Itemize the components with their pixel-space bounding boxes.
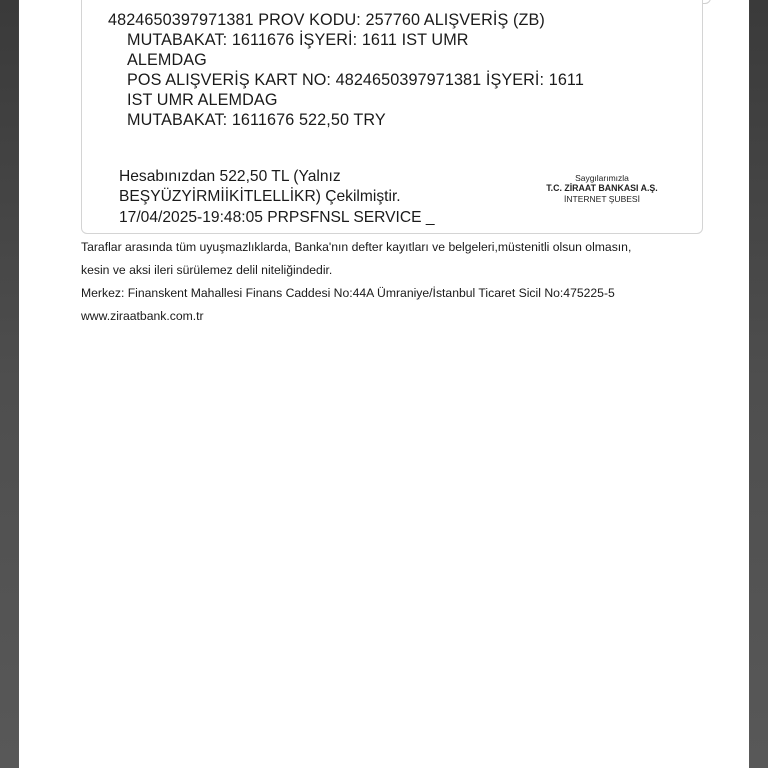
receipt-paper (19, 0, 749, 768)
transaction-line: MUTABAKAT: 1611676 522,50 TRY (127, 111, 386, 129)
transaction-details-box (81, 0, 703, 234)
withdrawal-line: BEŞYÜZYİRMİİKİTLELLİKR) Çekilmiştir. (119, 188, 401, 205)
transaction-line: 4824650397971381 PROV KODU: 257760 ALIŞVERİŞ (ZB) (108, 11, 545, 29)
left-edge-shadow (0, 0, 18, 768)
footer-disclaimer-line: kesin ve aksi ileri sürülemez delil niteliğindedir. (81, 263, 333, 277)
footer-disclaimer-line: Taraflar arasında tüm uyuşmazlıklarda, Banka'nın defter kayıtları ve belgeleri,müstenitli olsun olmasın, (81, 240, 632, 254)
footer-address-line: Merkez: Finanskent Mahallesi Finans Caddesi No:44A Ümraniye/İstanbul Ticaret Sicil No:475225-5 (81, 286, 615, 300)
transaction-line: MUTABAKAT: 1611676 İŞYERİ: 1611 IST UMR (127, 31, 469, 49)
withdrawal-line: 17/04/2025-19:48:05 PRPSFNSL SERVICE _ (119, 209, 435, 226)
withdrawal-line: Hesabınızdan 522,50 TL (Yalnız (119, 168, 341, 185)
transaction-line: POS ALIŞVERİŞ KART NO: 4824650397971381 İŞYERİ: 1611 (127, 71, 584, 89)
transaction-line: ALEMDAG (127, 51, 207, 69)
footer-website: www.ziraatbank.com.tr (81, 309, 204, 323)
signature-bank-name: T.C. ZİRAAT BANKASI A.Ş. (546, 183, 658, 193)
transaction-line: IST UMR ALEMDAG (127, 91, 278, 109)
signature-greeting: Saygılarımızla (575, 173, 629, 183)
signature-branch: İNTERNET ŞUBESİ (564, 194, 640, 204)
right-edge-shadow (750, 0, 768, 768)
